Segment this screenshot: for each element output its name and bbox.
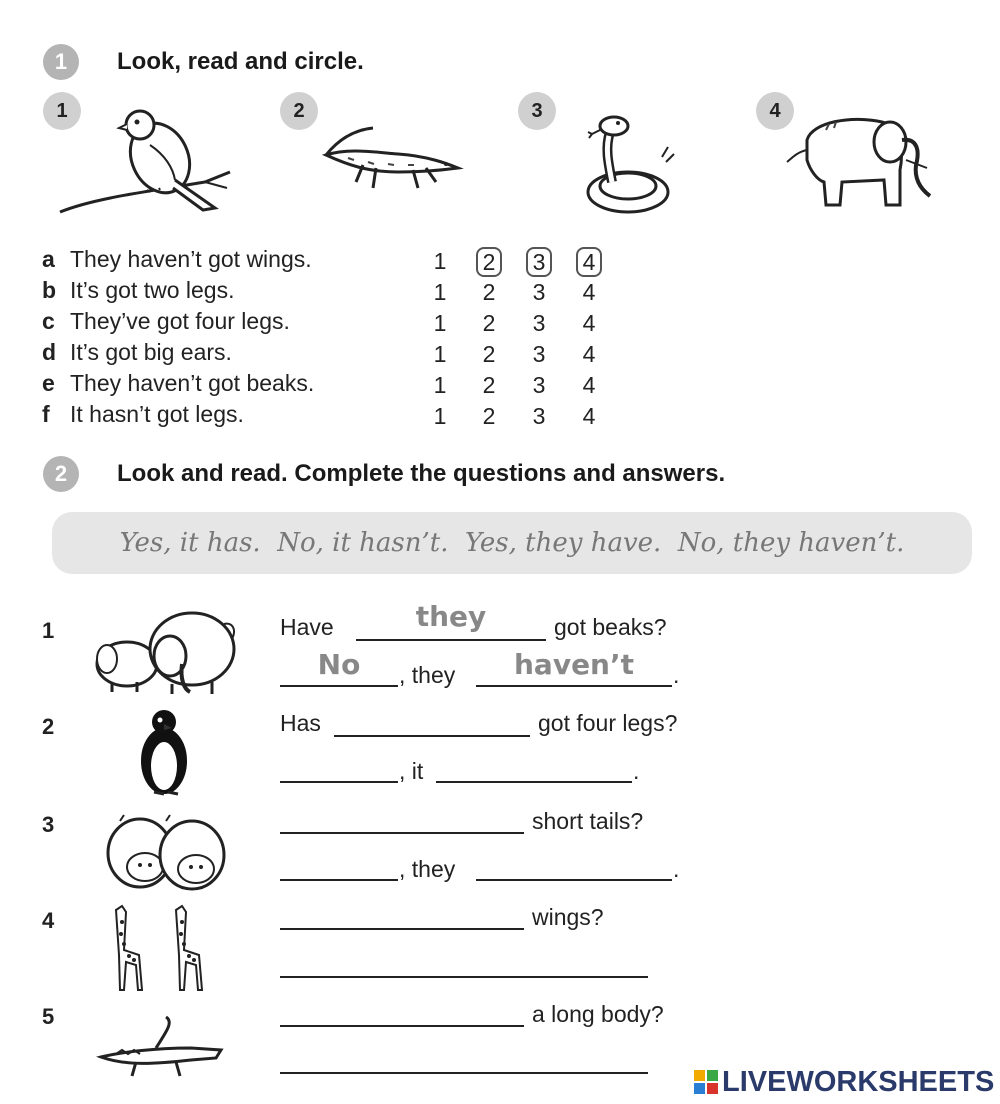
option-f-2[interactable]: 2 xyxy=(482,403,496,429)
q1-suffix: got beaks? xyxy=(554,614,667,640)
hippos-picture xyxy=(100,805,230,895)
option-d-1[interactable]: 1 xyxy=(433,341,447,367)
q1-answer-1[interactable]: No xyxy=(317,648,361,681)
option-b-2[interactable]: 2 xyxy=(482,279,496,305)
elephants-picture xyxy=(92,604,242,696)
q1-answer-blank-1[interactable] xyxy=(280,685,398,687)
statement-text: It’s got two legs. xyxy=(70,277,235,303)
q3-answer-mid: , they xyxy=(399,856,456,882)
q2-answer-blank-1[interactable] xyxy=(280,781,398,783)
option-f-1[interactable]: 1 xyxy=(433,403,447,429)
option-b-3[interactable]: 3 xyxy=(532,279,546,305)
option-f-4[interactable]: 4 xyxy=(582,403,596,429)
statement-letter: c xyxy=(42,308,55,334)
option-e-1[interactable]: 1 xyxy=(433,372,447,398)
option-b-1[interactable]: 1 xyxy=(433,279,447,305)
q3-answer-blank-2[interactable] xyxy=(476,879,672,881)
statement-text: They haven’t got wings. xyxy=(70,246,312,272)
q2-question-blank[interactable] xyxy=(334,735,530,737)
option-e-3[interactable]: 3 xyxy=(532,372,546,398)
statement-text: It hasn’t got legs. xyxy=(70,401,244,427)
q1-question-answer[interactable]: they xyxy=(415,600,487,633)
question-number-1: 1 xyxy=(42,618,55,643)
section-2-badge: 2 xyxy=(43,456,79,492)
statement-letter: e xyxy=(42,370,55,396)
q3-question-blank[interactable] xyxy=(280,832,524,834)
section-1-title: Look, read and circle. xyxy=(117,48,364,75)
question-number-2: 2 xyxy=(42,714,55,739)
picture-label-1: 1 xyxy=(43,92,81,130)
option-c-3[interactable]: 3 xyxy=(532,310,546,336)
section-1-badge: 1 xyxy=(43,44,79,80)
q1-prefix: Have xyxy=(280,614,334,640)
q1-answer-2[interactable]: haven’t xyxy=(513,648,635,681)
picture-label-4: 4 xyxy=(756,92,794,130)
picture-label-2: 2 xyxy=(280,92,318,130)
q1-question-blank[interactable] xyxy=(356,639,546,641)
statement-text: They haven’t got beaks. xyxy=(70,370,315,396)
statement-b xyxy=(42,277,235,307)
elephant-picture xyxy=(782,110,942,215)
option-b-4[interactable]: 4 xyxy=(582,279,596,305)
statement-c xyxy=(42,308,290,338)
snake-picture xyxy=(580,112,680,217)
statement-letter: b xyxy=(42,277,57,303)
option-f-3[interactable]: 3 xyxy=(532,403,546,429)
word-bank: Yes, it has. No, it hasn’t. Yes, they have. No, they haven’t. xyxy=(52,512,972,574)
option-c-2[interactable]: 2 xyxy=(482,310,496,336)
option-c-1[interactable]: 1 xyxy=(433,310,447,336)
option-a-1[interactable]: 1 xyxy=(433,248,447,274)
option-d-3[interactable]: 3 xyxy=(532,341,546,367)
q4-question-blank[interactable] xyxy=(280,928,524,930)
crocodile-picture xyxy=(96,1012,226,1087)
option-c-4[interactable]: 4 xyxy=(582,310,596,336)
q5-question-blank[interactable] xyxy=(280,1025,524,1027)
statement-text: They’ve got four legs. xyxy=(70,308,290,334)
q2-answer-blank-2[interactable] xyxy=(436,781,632,783)
statement-a xyxy=(42,246,312,276)
q5-answer-blank[interactable] xyxy=(280,1072,648,1074)
option-d-2[interactable]: 2 xyxy=(482,341,496,367)
option-d-4[interactable]: 4 xyxy=(582,341,596,367)
option-a-2[interactable]: 2 xyxy=(476,247,502,277)
question-number-5: 5 xyxy=(42,1004,55,1029)
q4-answer-blank[interactable] xyxy=(280,976,648,978)
question-number-4: 4 xyxy=(42,908,55,933)
statement-letter: a xyxy=(42,246,55,272)
statement-f xyxy=(42,401,244,431)
q5-suffix: a long body? xyxy=(532,1001,664,1027)
option-e-4[interactable]: 4 xyxy=(582,372,596,398)
question-number-3: 3 xyxy=(42,812,55,837)
statement-text: It’s got big ears. xyxy=(70,339,232,365)
section-2-title: Look and read. Complete the questions and answers. xyxy=(117,460,726,487)
q1-answer-mid: , they xyxy=(399,662,456,688)
q2-answer-end: . xyxy=(633,758,640,784)
q3-answer-blank-1[interactable] xyxy=(280,879,398,881)
liveworksheets-logo xyxy=(694,1066,994,1099)
q1-answer-blank-2[interactable] xyxy=(476,685,672,687)
giraffes-picture xyxy=(104,900,234,995)
lizard-picture xyxy=(318,120,468,200)
picture-label-3: 3 xyxy=(518,92,556,130)
statement-d xyxy=(42,339,232,369)
option-e-2[interactable]: 2 xyxy=(482,372,496,398)
q2-suffix: got four legs? xyxy=(538,710,678,736)
q1-answer-end: . xyxy=(673,662,680,688)
q2-answer-mid: , it xyxy=(399,758,424,784)
bird-picture xyxy=(55,100,235,220)
option-a-4[interactable]: 4 xyxy=(576,247,602,277)
q4-suffix: wings? xyxy=(532,904,604,930)
statement-e xyxy=(42,370,314,400)
q2-prefix: Has xyxy=(280,710,321,736)
statement-letter: d xyxy=(42,339,57,365)
statement-letter: f xyxy=(42,401,50,427)
logo-text: LIVEWORKSHEETS xyxy=(722,1066,995,1098)
q3-answer-end: . xyxy=(673,856,680,882)
liveworksheets-mark-icon xyxy=(694,1070,718,1094)
q3-suffix: short tails? xyxy=(532,808,644,834)
penguin-picture xyxy=(134,706,194,798)
option-a-3[interactable]: 3 xyxy=(526,247,552,277)
